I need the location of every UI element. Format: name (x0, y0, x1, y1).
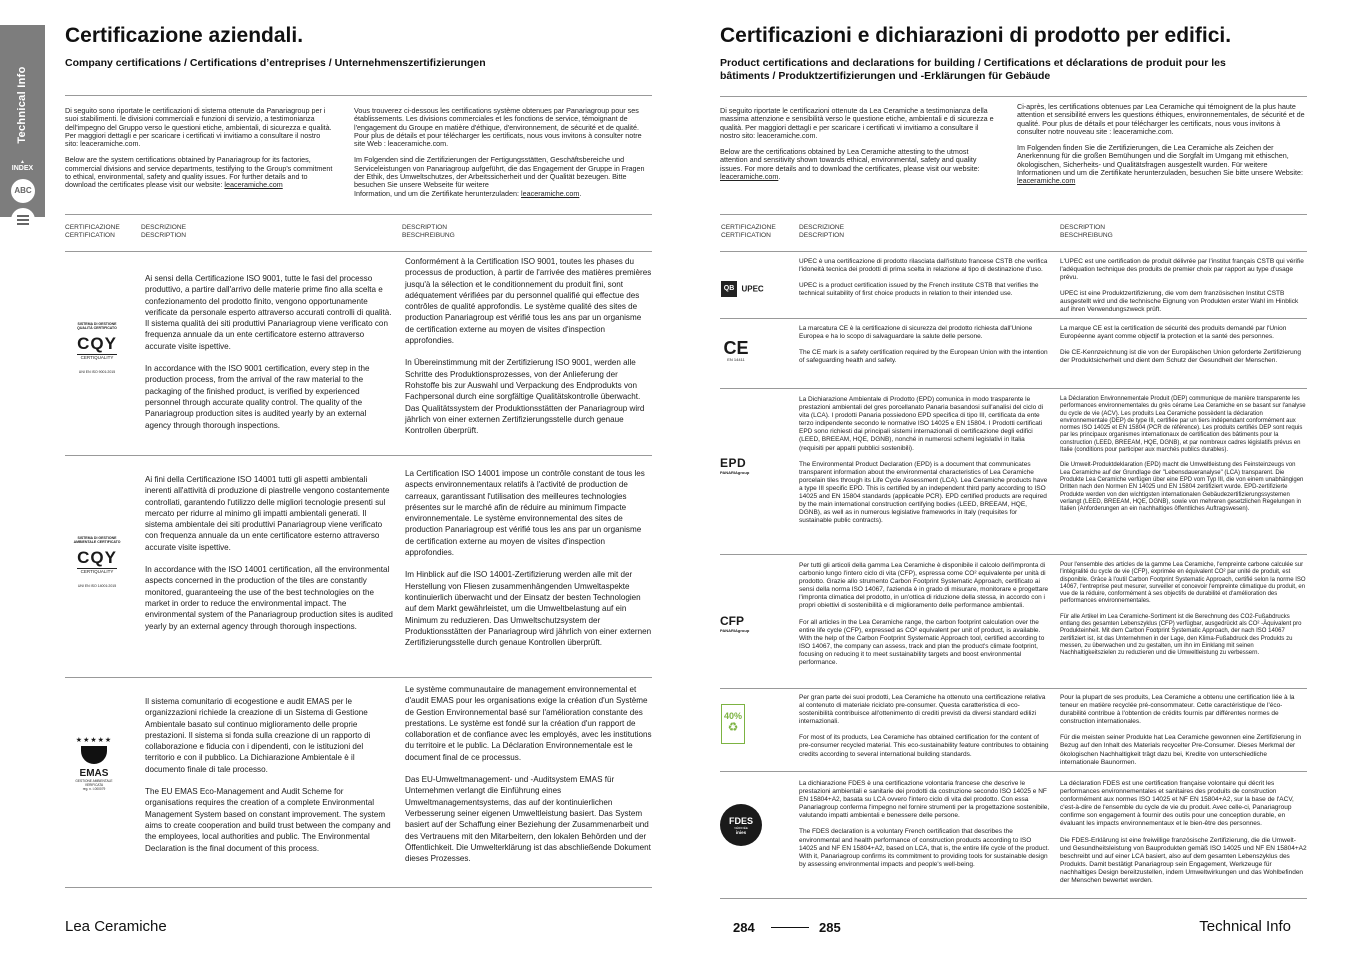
website-link[interactable]: leaceramiche.com (720, 172, 779, 182)
page-subtitle: Product certifications and declarations for building / Certifications et déclarations de produit pour les bâtiments / Produktzertifizierungen und -Erklärungen für Gebäude (720, 57, 1226, 82)
footer-brand: Lea Ceramiche (65, 918, 167, 935)
column-header-cert: CERTIFICAZIONE CERTIFICATION (65, 224, 120, 239)
page-subtitle: Company certifications / Certifications d’entreprises / Unternehmenszertifizierungen (65, 57, 486, 69)
intro-right: Vous trouverez ci-dessous les certifications système obtenues par Panariagroup pour ses établissements. Les divisions commerciales et les fonctions de service, témoignant de l'engagement du Groupe en matière d'éthique, d'environnement, de sécurité et de qualité. Pour plus de détails et pour télécharger les certificats, nous vous invitons à consulter notre site Web : leaceramiche.com. Im Folgenden sind die Zertifizierungen der Fertigungsstätten, Geschäftsbereiche und Serviceleistungen von Panariagroup aufgeführt, die das Engagement der Gruppe in Fragen der Ethik, des Umweltschutzes, der Arbeitssicherheit und der Qualität bezeugen. Bitte besuchen Sie unsere Webseite für weitere Information, und um die Zertifikate herunterzuladen: leaceramiche.com. (354, 106, 645, 198)
page-number-right: 285 (819, 920, 841, 935)
column-header-desc: DESCRIZIONE DESCRIPTION (799, 224, 845, 239)
column-header-desc: DESCRIZIONE DESCRIPTION (141, 224, 187, 239)
fdes-logo: FDES VÉRIFIÉE inies (720, 804, 762, 846)
recycle-icon: ♻ (727, 720, 739, 734)
epd-logo: EPD PANARIAgroup (720, 456, 750, 475)
certiquality-logo: SISTEMA DI GESTIONE AMBIENTALE CERTIFICATO CQY CERTIQUALITY UNI EN ISO 14001:2015 (73, 536, 121, 588)
list-icon[interactable] (11, 208, 35, 232)
column-header-cert: CERTIFICAZIONE CERTIFICATION (721, 224, 776, 239)
intro-left: Di seguito riportate le certificazioni ottenute da Lea Ceramiche a testimonianza della massima attenzione e sensibilità verso le questione etiche, ambientali e di sicurezza e qualità. Per maggiori dettagli e per scaricare i certificati vi invitiamo a consultare il nostro sito: leaceramiche.com. Below are the certifications obtained by Lea Ceramiche attesting to the utmost attention and sensitivity shown towards ethical, environmental, safety and quality issues. For more details and to download the certificates, please visit our website: leaceramiche.com. (720, 106, 994, 182)
stars-icon: ★★★★★ (75, 737, 113, 744)
website-link[interactable]: leaceramiche.com (521, 188, 580, 198)
page-number-divider (771, 927, 809, 928)
upec-logo: QB UPEC (721, 280, 769, 296)
column-header-desc-2: DESCRIPTION BESCHREIBUNG (1060, 224, 1113, 239)
qb-icon: QB (721, 281, 737, 297)
abc-button[interactable]: ABC (11, 179, 35, 203)
cfp-logo: CFP PANARIAgroup (720, 614, 750, 633)
emas-wave-icon (81, 746, 107, 764)
index-link[interactable]: ▲ INDEX (0, 159, 45, 172)
recycled-content-logo: 40% ♻ (721, 704, 745, 744)
ce-logo: CE EN 14411 (723, 338, 749, 362)
side-tab-label: Technical Info (16, 66, 28, 144)
page-title: Certificazione aziendali. (65, 24, 304, 47)
website-link[interactable]: leaceramiche.com (1017, 176, 1076, 186)
website-link[interactable]: leaceramiche.com (224, 180, 283, 190)
page-number-left: 284 (733, 920, 755, 935)
column-header-desc-2: DESCRIPTION BESCHREIBUNG (402, 224, 455, 239)
intro-right: Ci-après, les certifications obtenues par Lea Ceramiche qui témoignent de la plus haute attention et sensibilité envers les questions éthiques, environnementales, de sécurité et de qualité. Pour plus de détails et pour télécharger les certificats, nous vous invitons à consulter notre nouveau site : leaceramiche.com. Im Folgenden finden Sie die Zertifizierungen, die Lea Ceramiche als Zeichen der Anerkennung für die großen Bemühungen und die Sorgfalt im Umgang mit ethischen, ökologischen, Sicherheits- und Qualitätsfragen ausgestellt wurden. Für weitere Informationen und um die Zertifikate herunterzuladen, besuchen Sie bitte unsere Website: leaceramiche.com (1017, 102, 1305, 186)
emas-logo: ★★★★★ EMAS GESTIONE AMBIENTALE VERIFICATA reg. n. I-000079 (67, 736, 121, 791)
side-tab (0, 25, 45, 217)
intro-left: Di seguito sono riportate le certificazioni di sistema ottenute da Panariagroup per i suoi stabilimenti. le divisioni commerciali e funzioni di servizio, a testimonianza dell'impegno del Gruppo verso le questioni etiche, ambientali, di sicurezza e qualità. Per maggiori dettagli e per scaricare i certificati vi invitiamo a consultare il nostro sito: leaceramiche.com. Below are the system certifications obtained by Panariagroup for its factories, commercial divisions and service departments, testifying to the Group's commitment to ethical, environmental, safety and quality issues. For further details and to download the certificates please visit our website: leaceramiche.com (65, 106, 333, 190)
footer-section: Technical Info (1199, 918, 1291, 935)
page-title: Certificazioni e dichiarazioni di prodotto per edifici. (720, 24, 1232, 47)
triangle-up-icon: ▲ (20, 159, 25, 165)
certiquality-logo: SISTEMA DI GESTIONE QUALITÀ CERTIFICATO CQY CERTIQUALITY UNI EN ISO 9001:2015 (77, 322, 117, 374)
